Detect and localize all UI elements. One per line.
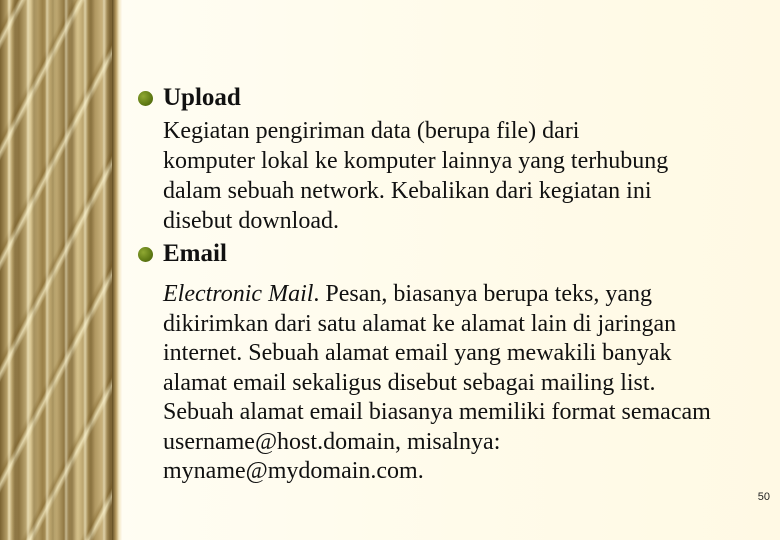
bullet-dot-icon (138, 91, 153, 106)
bullet-title-email: Email (163, 240, 227, 267)
upload-line: Kegiatan pengiriman data (berupa file) dari (163, 118, 580, 144)
email-first-line-rest: . Pesan, biasanya berupa teks, yang (313, 281, 652, 307)
page-number: 50 (757, 491, 770, 503)
upload-description (163, 116, 758, 236)
email-term-italic: Electronic Mail (163, 281, 314, 307)
decorative-border-edge (112, 0, 122, 540)
email-description (163, 280, 758, 487)
bullet-upload (138, 80, 758, 116)
email-line: alamat email sekaligus disebut sebagai mailing list. (163, 369, 656, 396)
email-line: username@host.domain, misalnya: (163, 428, 501, 455)
upload-line: disebut download. (163, 208, 339, 234)
upload-line: komputer lokal ke komputer lainnya yang terhubung (163, 148, 669, 174)
email-line: dikirimkan dari satu alamat ke alamat lain di jaringan (163, 310, 677, 337)
email-line-first (163, 280, 758, 310)
slide-content (138, 80, 758, 487)
email-line: Sebuah alamat email biasanya memiliki format semacam (163, 399, 711, 425)
email-line: internet. Sebuah alamat email yang mewakili banyak (163, 340, 672, 366)
decorative-gold-border (0, 0, 118, 540)
bullet-dot-icon (138, 247, 153, 262)
upload-line: dalam sebuah network. Kebalikan dari kegiatan ini (163, 178, 652, 204)
email-line: myname@mydomain.com. (163, 458, 424, 484)
bullet-title-upload: Upload (163, 84, 241, 111)
bullet-email (138, 236, 758, 272)
